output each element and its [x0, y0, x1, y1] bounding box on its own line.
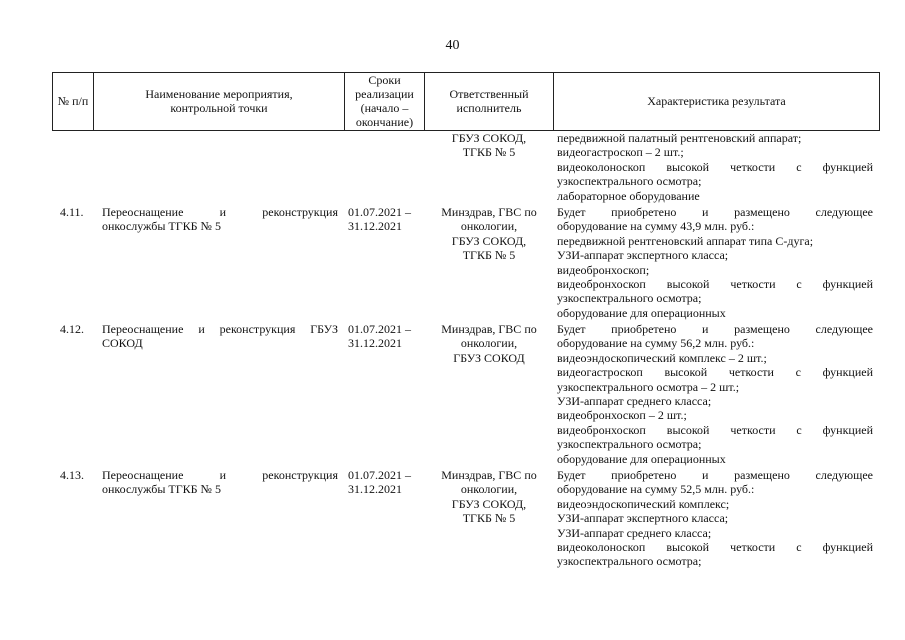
- row-name: Переоснащение и реконструкция онкослужбы ТГКБ № 5: [102, 468, 338, 497]
- page-number: 40: [445, 38, 460, 53]
- row-num: 4.12.: [60, 322, 84, 336]
- row-result: Будет приобретено и размещено следующее оборудование на сумму 56,2 млн. руб.: видеоэндоскопический комплекс – 2 шт.; видеогастроскоп высокой четкости с функцией узкоспектрального осмотра – 2 шт.; УЗИ-аппарат среднего класса; видеобронхоскоп – 2 шт.; видеобронхоскоп высокой четкости с функцией узкоспектрального осмотра; оборудование для операционных: [557, 322, 873, 466]
- row-dates: 01.07.2021 – 31.12.2021: [348, 468, 411, 497]
- row-dates: 01.07.2021 – 31.12.2021: [348, 322, 411, 351]
- row-result: Будет приобретено и размещено следующее оборудование на сумму 52,5 млн. руб.: видеоэндоскопический комплекс; УЗИ-аппарат экспертного класса; УЗИ-аппарат среднего класса; видеоколоноскоп высокой четкости с функцией узкоспектрального осмотра;: [557, 468, 873, 569]
- row-resp: Минздрав, ГВС по онкологии, ГБУЗ СОКОД, ТГКБ № 5: [441, 205, 537, 263]
- row-num: 4.11.: [60, 205, 84, 219]
- header-num: № п/п: [57, 94, 89, 108]
- header-result: Характеристика результата: [647, 94, 786, 108]
- row-resp: Минздрав, ГВС по онкологии, ГБУЗ СОКОД: [441, 322, 537, 365]
- header-dates: Сроки реализации (начало – окончание): [355, 73, 414, 129]
- row-name: Переоснащение и реконструкция ГБУЗ СОКОД: [102, 322, 338, 351]
- row-dates: 01.07.2021 – 31.12.2021: [348, 205, 411, 234]
- continuation-result: передвижной палатный рентгеновский аппарат; видеогастроскоп – 2 шт.; видеоколоноскоп высокой четкости с функцией узкоспектрального осмотра; лабораторное оборудование: [557, 131, 873, 203]
- row-result: Будет приобретено и размещено следующее оборудование на сумму 43,9 млн. руб.: передвижной рентгеновский аппарат типа С-дуга; УЗИ-аппарат экспертного класса; видеобронхоскоп; видеобронхоскоп высокой четкости с функцией узкоспектрального осмотра; оборудование для операционных: [557, 205, 873, 320]
- continuation-resp: ГБУЗ СОКОД, ТГКБ № 5: [451, 131, 527, 160]
- row-resp: Минздрав, ГВС по онкологии, ГБУЗ СОКОД, ТГКБ № 5: [441, 468, 537, 526]
- results-table: [52, 72, 880, 572]
- header-name: Наименование мероприятия, контрольной точки: [145, 87, 293, 115]
- header-resp: Ответственный исполнитель: [449, 87, 529, 115]
- row-num: 4.13.: [60, 468, 84, 482]
- row-name: Переоснащение и реконструкция онкослужбы ТГКБ № 5: [102, 205, 338, 234]
- col-divider: [879, 72, 880, 131]
